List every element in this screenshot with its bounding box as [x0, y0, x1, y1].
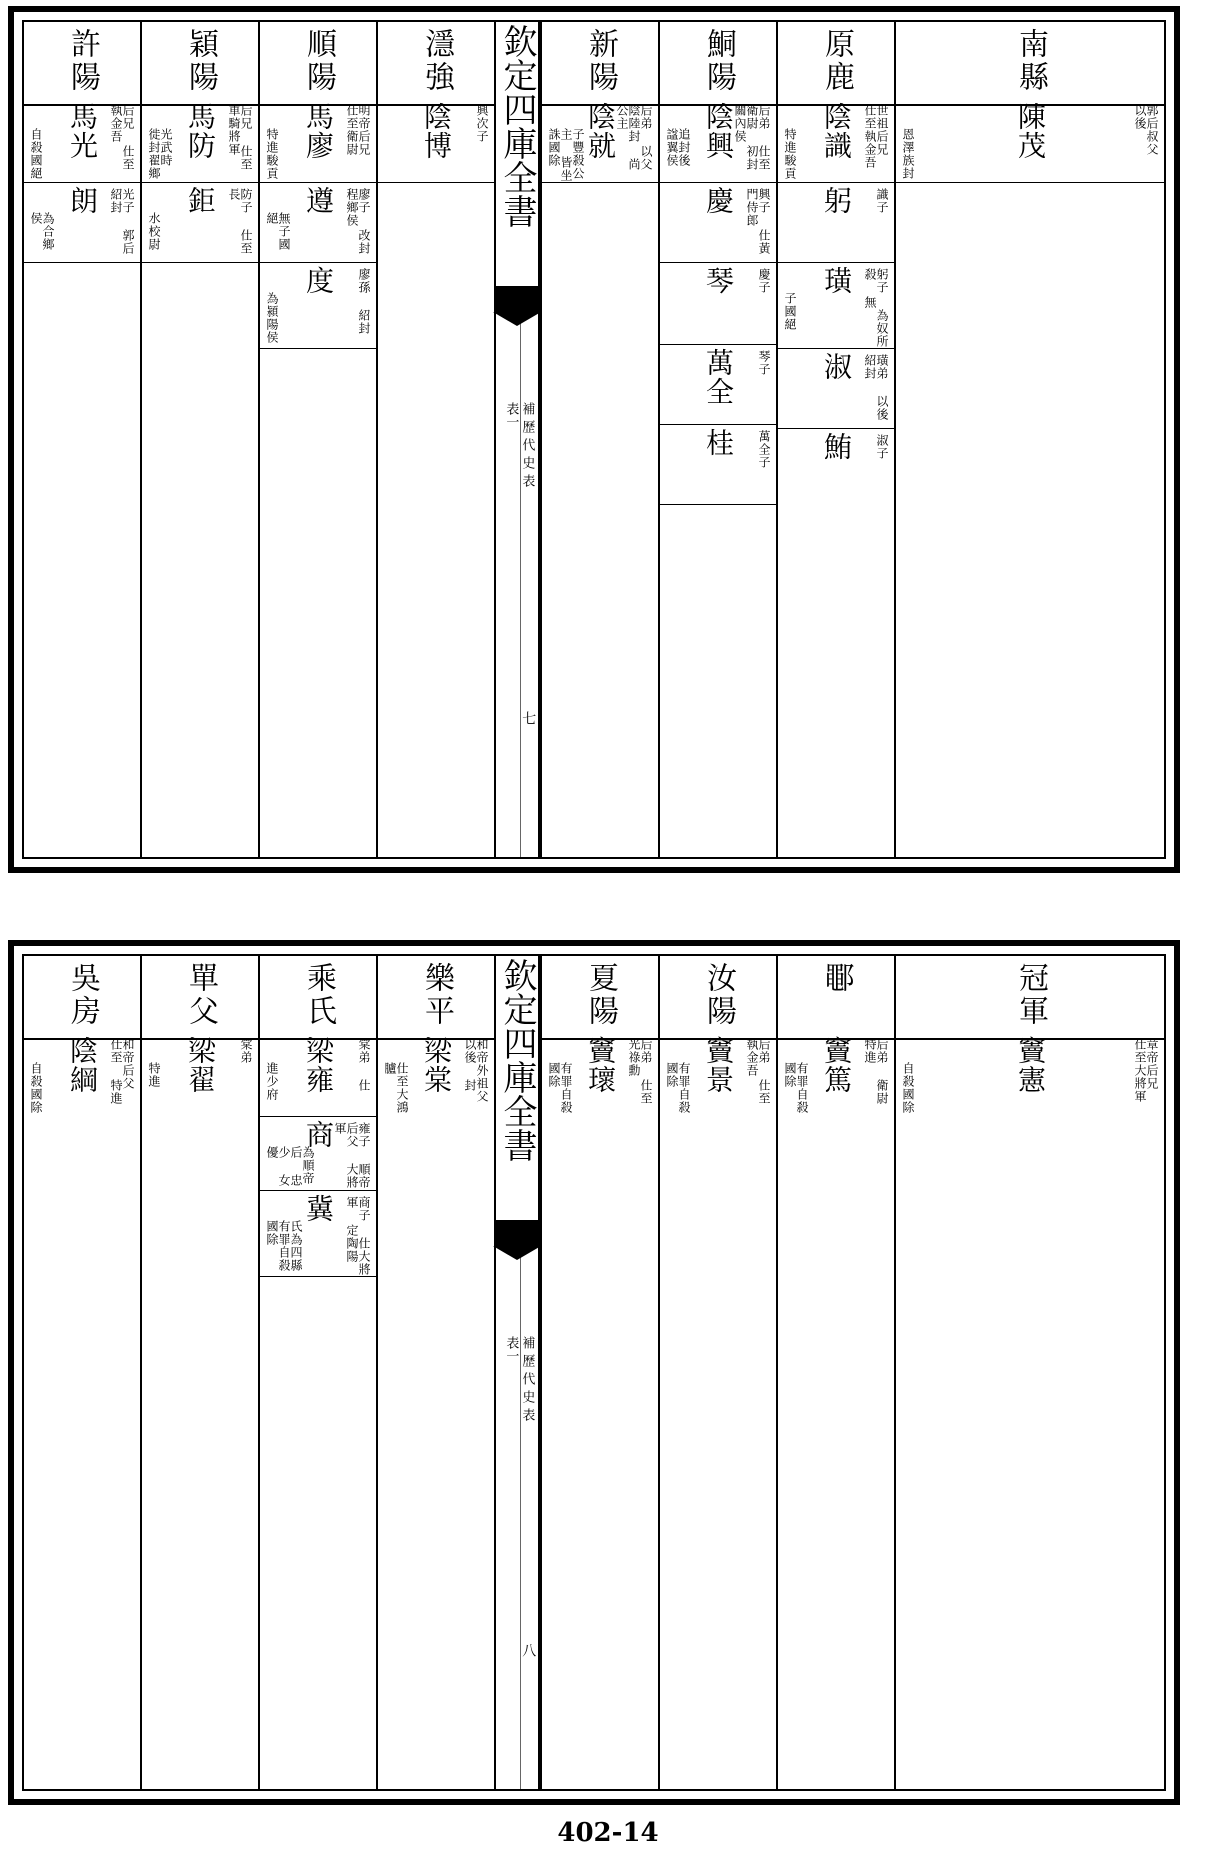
region-heading: 單父	[183, 962, 218, 1028]
entry-note: 仕至大鴻臚	[383, 1062, 409, 1114]
entry-cell	[24, 98, 140, 183]
entry-cell	[142, 98, 258, 183]
column-xinyang	[540, 22, 658, 857]
entry-note: 光子 郭后紹封	[109, 188, 135, 255]
entry-note: 進少府	[265, 1062, 279, 1101]
entry-note: 琴子	[757, 350, 771, 376]
entry-note: 恩澤族封	[901, 128, 915, 180]
entry-cell	[660, 182, 776, 263]
person-name: 琴	[702, 266, 735, 295]
column-yuanlu	[776, 22, 894, 857]
entry-note: 子豐殺公主 皆坐誅國除	[547, 128, 585, 182]
region-heading: 冠軍	[1013, 962, 1048, 1028]
entry-note: 廖子 改封 程鄉侯	[345, 188, 371, 255]
entry-note: 特進駿貢	[265, 128, 279, 180]
person-name: 躬	[820, 186, 853, 215]
entry-note: 為順帝后 忠少 女優	[265, 1146, 315, 1187]
column-nanxian	[894, 22, 1164, 857]
region-heading: 樂平	[419, 962, 454, 1028]
entry-note: 章帝后兄 仕至大將軍	[1133, 1038, 1159, 1103]
column-xiayang	[540, 956, 658, 1789]
person-name: 慶	[702, 186, 735, 215]
region-heading: 南縣	[1013, 28, 1048, 94]
bottom-page	[8, 940, 1180, 1805]
entry-note: 和帝后父 仕至 特進	[109, 1038, 135, 1105]
entry-cell	[778, 428, 894, 498]
entry-cell	[660, 262, 776, 345]
column-meng	[776, 956, 894, 1789]
person-name: 淑	[820, 352, 853, 381]
person-name: 璜	[820, 266, 853, 295]
entry-note: 世祖后兄 仕至執金吾	[863, 104, 889, 169]
spine-rule	[520, 1252, 521, 1789]
entry-note: 廖孫 紹封	[357, 268, 371, 335]
entry-note: 興子 仕黃門侍郎	[745, 188, 771, 255]
person-name: 陳茂	[1014, 102, 1047, 160]
person-name: 遵	[302, 186, 335, 215]
entry-note: 雍子 順帝后父 大將軍	[333, 1122, 371, 1189]
entry-cell	[378, 1032, 494, 1116]
person-name: 度	[302, 266, 335, 295]
entry-note: 和帝外祖父 以後 封	[463, 1038, 489, 1103]
person-name: 竇景	[702, 1036, 735, 1094]
entry-note: 水校尉	[147, 212, 161, 251]
entry-note: 自殺國除	[29, 1062, 43, 1114]
entry-note: 有罪自殺國除	[783, 1062, 809, 1114]
region-heading: 汝陽	[701, 962, 736, 1028]
entry-note: 識子	[875, 188, 889, 214]
entry-note: 特進駿貢	[783, 128, 797, 180]
spine	[494, 22, 540, 857]
entry-note: 子國絕	[783, 292, 797, 331]
entry-cell	[260, 1116, 376, 1191]
spine-volume: 表一	[503, 1336, 519, 1362]
entry-note: 追封後 諡翼侯	[665, 128, 691, 167]
entry-cell	[896, 1032, 1164, 1116]
entry-cell	[24, 182, 140, 263]
person-name: 桂	[702, 428, 735, 457]
entry-cell	[542, 98, 658, 183]
entry-note: 興次子	[475, 104, 489, 143]
entry-note: 后兄 仕至執金吾	[109, 104, 135, 171]
entry-note: 后弟 衛尉特進	[863, 1038, 889, 1105]
region-heading: 原鹿	[819, 28, 854, 94]
entry-note: 自殺國絕	[29, 128, 43, 180]
entry-note: 躬子 為奴所殺 無	[863, 268, 889, 348]
person-name: 馬廖	[302, 102, 335, 160]
column-yinqiang	[376, 22, 494, 857]
region-heading: 鄳	[819, 962, 854, 995]
top-page-table	[22, 20, 1166, 859]
entry-note: 后弟 仕至光祿勳	[627, 1038, 653, 1105]
entry-cell	[24, 1032, 140, 1116]
entry-note: 后弟 仕至執金吾	[745, 1038, 771, 1105]
entry-cell	[896, 98, 1164, 183]
entry-cell	[660, 424, 776, 505]
entry-cell	[142, 182, 258, 263]
entry-note: 后弟 以父陰陸封 尚公主	[615, 104, 653, 171]
entry-cell	[778, 1032, 894, 1116]
person-name: 馬光	[66, 102, 99, 160]
entry-note: 郭后叔父 以後	[1133, 104, 1159, 156]
entry-note: 淑子	[875, 434, 889, 460]
entry-cell	[378, 98, 494, 183]
fish-tail-mark	[496, 1220, 538, 1246]
entry-note: 后兄 仕至車騎將軍	[227, 104, 253, 171]
column-shunyang	[258, 22, 376, 857]
entry-note: 無子國絕	[265, 212, 291, 251]
person-name: 陰綱	[66, 1036, 99, 1094]
spine	[494, 956, 540, 1789]
entry-note: 氏為四縣 有罪自殺國除	[265, 1220, 303, 1272]
entry-cell	[778, 348, 894, 429]
person-name: 萬全	[702, 348, 735, 406]
person-name: 陰博	[420, 102, 453, 160]
column-leping	[376, 956, 494, 1789]
column-xuyang	[24, 22, 140, 857]
spine-rule	[520, 318, 521, 857]
column-tongyang	[658, 22, 776, 857]
region-heading: 穎陽	[183, 28, 218, 94]
person-name: 竇瓌	[584, 1036, 617, 1094]
entry-note: 特進	[147, 1062, 161, 1088]
spine-title: 欽定四庫全書	[497, 24, 537, 228]
person-name: 鉅	[184, 186, 217, 215]
entry-cell	[778, 262, 894, 349]
entry-note: 為合鄉侯	[29, 212, 55, 251]
entry-note: 自殺國除	[901, 1062, 915, 1114]
person-name: 陰興	[702, 102, 735, 160]
entry-note: 商子 仕大將軍 定陶陽	[345, 1196, 371, 1276]
person-name: 冀	[302, 1194, 335, 1223]
person-name: 竇憲	[1014, 1036, 1047, 1094]
bottom-page-table	[22, 954, 1166, 1791]
spine-volume: 表一	[503, 402, 519, 428]
fish-tail-mark	[496, 286, 538, 312]
entry-note: 有罪自殺國除	[547, 1062, 573, 1114]
person-name: 陰識	[820, 102, 853, 160]
entry-note: 慶子	[757, 268, 771, 294]
region-heading: 順陽	[301, 28, 336, 94]
person-name: 朗	[66, 186, 99, 215]
person-name: 梁棠	[420, 1036, 453, 1094]
entry-cell	[660, 98, 776, 183]
column-guanjun	[894, 956, 1164, 1789]
entry-cell	[142, 1032, 258, 1116]
entry-cell	[260, 262, 376, 349]
region-heading: 濦強	[419, 28, 454, 94]
entry-note: 光武時 徙封翟鄉	[147, 128, 173, 180]
entry-note: 棠弟	[239, 1038, 253, 1064]
column-ruyang	[658, 956, 776, 1789]
column-yingyang	[140, 22, 258, 857]
entry-note: 后弟 仕至衛尉 初封關內侯	[733, 104, 771, 171]
entry-note: 棠弟 仕	[357, 1038, 371, 1092]
person-name: 陰就	[584, 102, 617, 160]
entry-note: 為潁陽侯	[265, 292, 279, 344]
entry-note: 防子 仕至長	[227, 188, 253, 255]
entry-note: 璜弟 以後 紹封	[863, 354, 889, 421]
entry-cell	[542, 1032, 658, 1116]
region-heading: 鮦陽	[701, 28, 736, 94]
entry-cell	[778, 98, 894, 183]
spine-page: 七	[520, 711, 537, 725]
spine-subtitle: 補歷代史表	[519, 402, 535, 492]
person-name: 馬防	[184, 102, 217, 160]
entry-cell	[260, 1032, 376, 1117]
region-heading: 吳房	[65, 962, 100, 1028]
person-name: 梁雍	[302, 1036, 335, 1094]
page-number: 402-14	[557, 1818, 659, 1848]
person-name: 竇篤	[820, 1036, 853, 1094]
spine-title: 欽定四庫全書	[497, 958, 537, 1162]
entry-cell	[660, 1032, 776, 1116]
person-name: 梁翟	[184, 1036, 217, 1094]
column-chengshi	[258, 956, 376, 1789]
entry-cell	[260, 1190, 376, 1277]
region-heading: 新陽	[583, 28, 618, 94]
entry-cell	[778, 182, 894, 263]
entry-note: 有罪自殺國除	[665, 1062, 691, 1114]
entry-cell	[260, 98, 376, 183]
spine-page: 八	[520, 1643, 537, 1657]
entry-cell	[260, 182, 376, 263]
top-page	[8, 6, 1180, 873]
entry-cell	[660, 344, 776, 425]
person-name: 商	[302, 1120, 335, 1149]
column-wufang	[24, 956, 140, 1789]
entry-note: 明帝后兄 仕至衛尉	[345, 104, 371, 156]
spine-subtitle: 補歷代史表	[519, 1336, 535, 1426]
region-heading: 乘氏	[301, 962, 336, 1028]
region-heading: 夏陽	[583, 962, 618, 1028]
person-name: 鮪	[820, 432, 853, 461]
region-heading: 許陽	[65, 28, 100, 94]
column-shanfu	[140, 956, 258, 1789]
entry-note: 萬全子	[757, 430, 771, 469]
